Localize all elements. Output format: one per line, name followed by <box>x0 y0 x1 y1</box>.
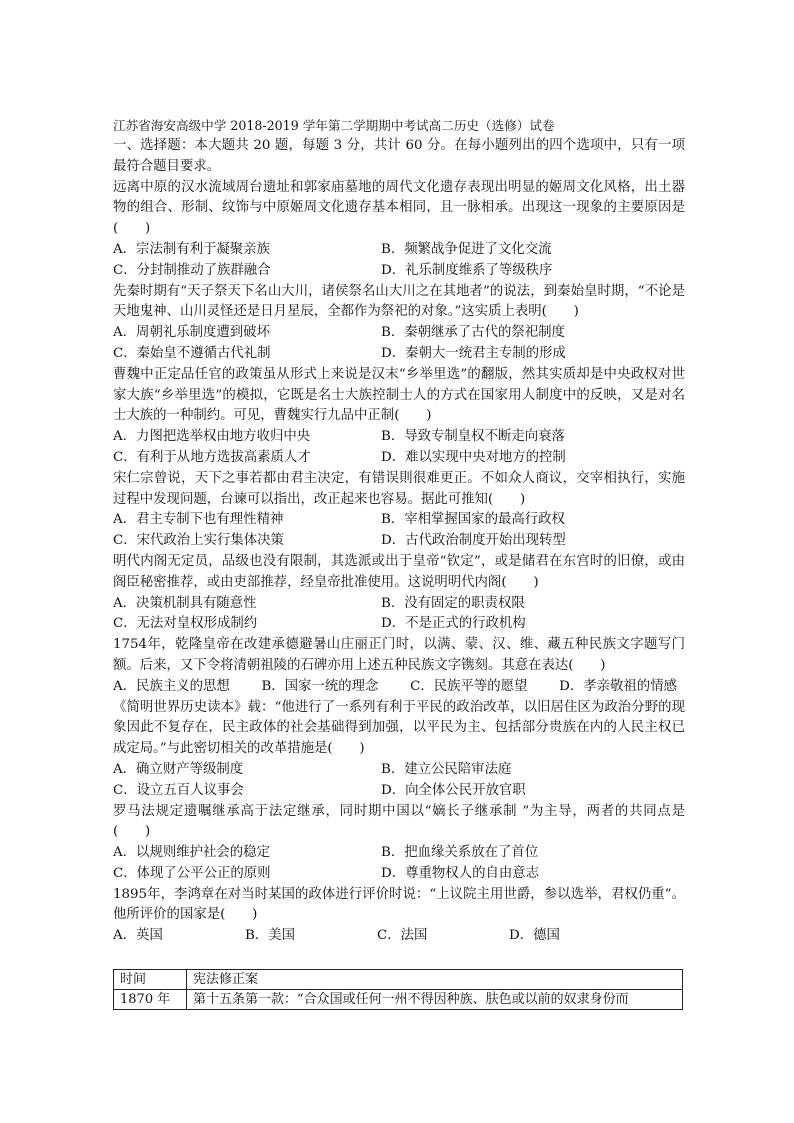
option-row <box>113 323 685 344</box>
option-d: D．孝亲敬祖的情感 <box>559 678 677 694</box>
question-stem: 明代内阁无定员，品级也没有限制，其选派或出于皇帝“钦定”，或是储君在东宫时的旧僚，或由阁臣秘密推荐，或由吏部推荐，经皇帝批准使用。这说明明代内阁( ) <box>113 553 685 590</box>
question-stem: 先秦时期有“天子祭天下名山大川，诸侯祭名山大川之在其地者”的说法，到秦始皇时期，“不论是天地鬼神、山川灵怪还是日月星辰，全都作为祭祀的对象。”这实质上表明( ) <box>113 283 685 320</box>
option-b: B．秦朝继承了古代的祭祀制度 <box>381 325 565 341</box>
option-c: C．法国 <box>377 928 428 944</box>
option-c: C．体现了公平公正的原则 <box>113 865 271 881</box>
amendment-table <box>113 969 683 1010</box>
option-row <box>113 760 685 781</box>
option-b: B．没有固定的职责权限 <box>381 595 525 611</box>
option-a: A．宗法制有利于凝聚亲族 <box>113 241 270 257</box>
table-cell: 1870 年 <box>114 990 187 1010</box>
option-d: D．德国 <box>509 928 560 944</box>
option-b: B．频繁战争促进了文化交流 <box>381 241 552 257</box>
option-row <box>113 344 685 365</box>
question-stem: 曹魏中正定品任官的政策虽从形式上来说是汉末“乡举里选”的翻版，然其实质却是中央政权对世家大族“乡举里选”的模拟，它既是名士大族控制士人的方式在国家用人制度中的反映，又是对名士大族的一种制约。可见，曹魏实行九品中正制( ) <box>113 366 685 424</box>
option-row <box>113 614 685 635</box>
table-header-row <box>114 970 683 990</box>
option-c: C．分封制推动了族群融合 <box>113 262 271 278</box>
option-d: D．礼乐制度维系了等级秩序 <box>381 262 553 278</box>
option-row <box>113 864 685 885</box>
exam-title: 江苏省海安高级中学 2018-2019 学年第二学期期中考试高二历史（选修）试卷 <box>113 118 555 133</box>
option-a: A．君主专制下也有理性精神 <box>113 512 284 528</box>
question-stem: 1754年，乾隆皇帝在改建承德避暑山庄丽正门时，以满、蒙、汉、维、藏五种民族文字题写门额。后来，又下令将清朝祖陵的石碑亦用上述五种民族文字镌刻。其意在表达( ) <box>113 637 685 673</box>
option-row <box>113 261 685 282</box>
option-row <box>113 531 685 552</box>
option-a: A．决策机制具有随意性 <box>113 595 257 611</box>
option-row <box>113 510 685 531</box>
option-row <box>113 240 685 261</box>
option-b: B．建立公民陪审法庭 <box>381 761 512 777</box>
question-stem: 《简明世界历史读本》载：“他进行了一系列有利于平民的政治改革，以旧居住区为政治分野的现象因此不复存在，民主政体的社会基础得到加强，以平民为主、包括部分贵族在内的人民主权已成定局。”与此密切相关的改革措施是( ) <box>113 699 685 757</box>
option-row <box>113 781 685 802</box>
option-row <box>113 427 685 448</box>
option-a: A．力图把选举权由地方收归中央 <box>113 429 311 445</box>
option-d: D．向全体公民开放官职 <box>381 782 526 798</box>
option-b: B．把血缘关系放在了首位 <box>381 845 539 861</box>
question-stem: 1895年，李鸿章在对当时某国的政体进行评价时说：“上议院主用世爵，参以选举，君权仍重”。他所评价的国家是( ) <box>113 886 685 923</box>
option-b: B．导致专制皇权不断走向衰落 <box>381 429 565 445</box>
option-a: A．以规则维护社会的稳定 <box>113 845 270 861</box>
question-stem: 远离中原的汉水流域周台遗址和郭家庙墓地的周代文化遗存表现出明显的姬周文化风格，出土器物的组合、形制、纹饰与中原姬周文化遗存基本相同，且一脉相承。出现这一现象的主要原因是( ) <box>113 179 685 237</box>
option-d: D．尊重物权人的自由意志 <box>381 865 540 881</box>
option-c: C．无法对皇权形成制约 <box>113 616 258 632</box>
option-row <box>113 448 685 469</box>
option-d: D．难以实现中央对地方的控制 <box>381 449 566 465</box>
option-a: A．民族主义的思想 <box>113 678 230 694</box>
option-a: A．英国 <box>113 928 163 944</box>
option-c: C．宋代政治上实行集体决策 <box>113 533 284 549</box>
option-d: D．古代政治制度开始出现转型 <box>381 533 566 549</box>
question-stem: 罗马法规定遗嘱继承高于法定继承，同时期中国以“嫡长子继承制 ”为主导，两者的共同点是( ) <box>113 803 685 840</box>
option-c: C．民族平等的愿望 <box>410 678 528 694</box>
option-a: A．确立财产等级制度 <box>113 761 244 777</box>
exam-content <box>113 116 685 947</box>
option-row <box>113 926 685 947</box>
option-c: C．秦始皇不遵循古代礼制 <box>113 345 271 361</box>
option-c: C．有利于从地方选拔高素质人才 <box>113 449 311 465</box>
option-row <box>113 677 685 698</box>
table-row <box>114 990 683 1010</box>
table-header-cell: 宪法修正案 <box>187 970 683 990</box>
table-header-cell: 时间 <box>114 970 187 990</box>
option-row <box>113 843 685 864</box>
option-d: D．不是正式的行政机构 <box>381 616 526 632</box>
question-stem: 宋仁宗曾说，天下之事若都由君主决定，有错误則很难更正。不如众人商议，交宰相执行，实施过程中发现问题，台谏可以指出，改正起来也容易。据此可推知( ) <box>113 470 685 507</box>
table-cell: 第十五条第一款：“合众国或任何一州不得因种族、肤色或以前的奴隶身份而 <box>187 990 683 1010</box>
option-b: B．美国 <box>245 928 296 944</box>
option-row <box>113 594 685 615</box>
option-d: D．秦朝大一统君主专制的形成 <box>381 345 566 361</box>
option-c: C．设立五百人议事会 <box>113 782 244 798</box>
section-heading: 一、选择题：本大题共 20 题，每题 3 分，共计 60 分。在每小题列出的四个选项中，只有一项最符合题目要求。 <box>113 138 685 174</box>
option-a: A．周朝礼乐制度遭到破坏 <box>113 325 270 341</box>
option-b: B．宰相掌握国家的最高行政权 <box>381 512 565 528</box>
option-b: B．国家一统的理念 <box>261 678 379 694</box>
